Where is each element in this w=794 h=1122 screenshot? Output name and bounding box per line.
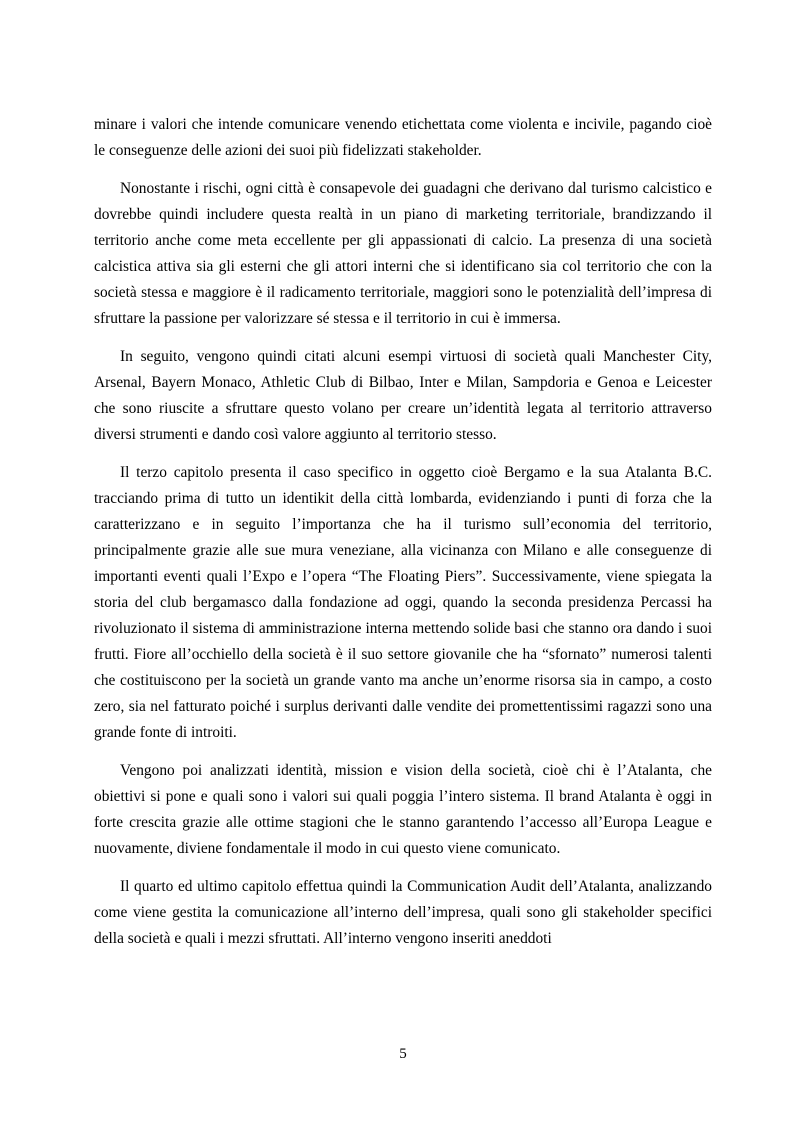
paragraph-identity-mission: Vengono poi analizzati identità, mission e vision della società, cioè chi è l’Atalanta, che obiettivi si pone e quali sono i valori sui quali poggia l’intero sistema. Il brand Atalanta è oggi in forte crescita grazie alle ottime stagioni che le stanno garantendo l’accesso all’Europa League e nuovamente, diviene fondamentale il modo in cui questo viene comunicato. xyxy=(94,762,712,857)
paragraph-tourism-risks: Nonostante i rischi, ogni città è consapevole dei guadagni che derivano dal turismo calcistico e dovrebbe quindi includere questa realtà in un piano di marketing territoriale, brandizzando il territorio anche come meta eccellente per gli appassionati di calcio. La presenza di una società calcistica attiva sia gli esterni che gli attori interni che si identificano sia col territorio che con la società stessa e maggiore è il radicamento territoriale, maggiori sono le potenzialità dell’impresa di sfruttare la passione per valorizzare sé stessa e il territorio in cui è immersa. xyxy=(94,180,712,327)
document-page xyxy=(94,0,712,1122)
paragraph-continuation: minare i valori che intende comunicare venendo etichettata come violenta e incivile, pagando cioè le conseguenze delle azioni dei suoi più fidelizzati stakeholder. xyxy=(94,116,712,159)
paragraph-third-chapter: Il terzo capitolo presenta il caso specifico in oggetto cioè Bergamo e la sua Atalanta B.C. tracciando prima di tutto un identikit della città lombarda, evidenziando i punti di forza che la caratterizzano e in seguito l’importanza che ha il turismo sull’economia del territorio, principalmente grazie alle sue mura veneziane, alla vicinanza con Milano e alle conseguenze di importanti eventi quali l’Expo e l’opera “The Floating Piers”. Successivamente, viene spiegata la storia del club bergamasco dalla fondazione ad oggi, quando la seconda presidenza Percassi ha rivoluzionato il sistema di amministrazione interna mettendo solide basi che stanno ora dando i suoi frutti. Fiore all’occhiello della società è il suo settore giovanile che ha “sfornato” numerosi talenti che costituiscono per la società un grande vanto ma anche un’enorme risorsa sia in campo, a costo zero, sia nel fatturato poiché i surplus derivanti dalle vendite dei promettentissimi ragazzi sono una grande fonte di introiti. xyxy=(94,464,712,741)
paragraph-fourth-chapter: Il quarto ed ultimo capitolo effettua quindi la Communication Audit dell’Atalanta, analizzando come viene gestita la comunicazione all’interno dell’impresa, quali sono gli stakeholder specifici della società e quali i mezzi sfruttati. All’interno vengono inseriti aneddoti xyxy=(94,878,712,947)
document-body xyxy=(94,112,712,964)
paragraph-virtuous-examples: In seguito, vengono quindi citati alcuni esempi virtuosi di società quali Manchester City, Arsenal, Bayern Monaco, Athletic Club di Bilbao, Inter e Milan, Sampdoria e Genoa e Leicester che sono riuscite a sfruttare questo volano per creare un’identità legata al territorio attraverso diversi strumenti e dando così valore aggiunto al territorio stesso. xyxy=(94,348,712,443)
page-number: 5 xyxy=(399,1046,407,1062)
